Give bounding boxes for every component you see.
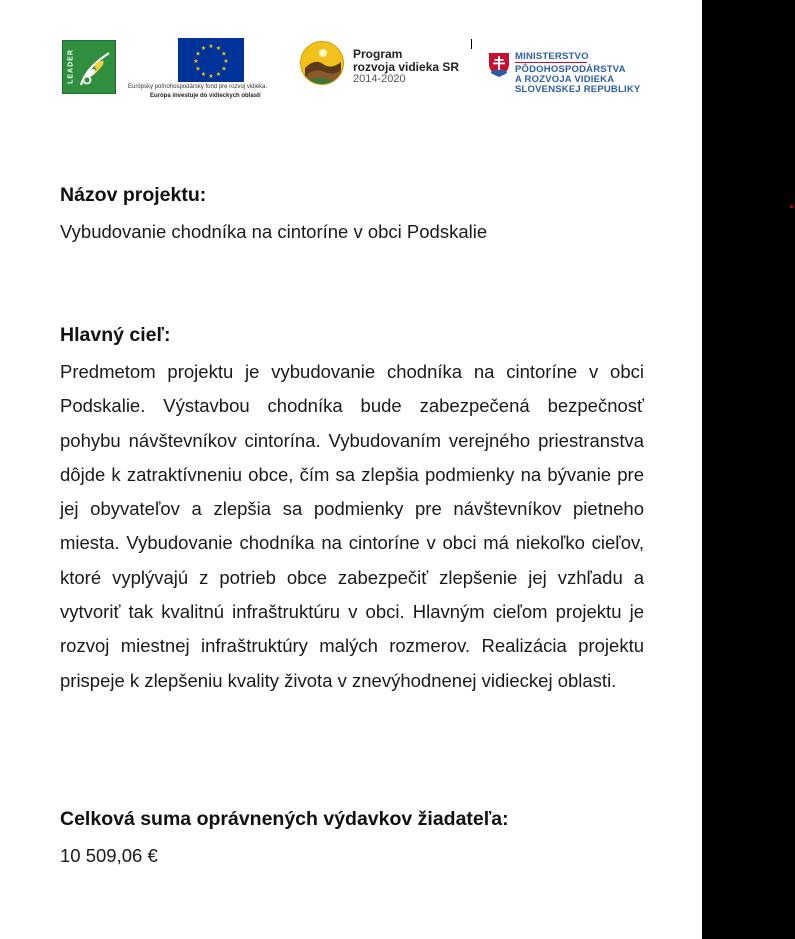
svg-text:★: ★ <box>215 45 222 52</box>
svg-text:★: ★ <box>195 65 201 73</box>
svg-text:★: ★ <box>208 73 214 80</box>
ministry-divider <box>515 62 587 63</box>
text-cursor <box>471 39 472 49</box>
ministry-line3: A ROZVOJA VIDIEKA <box>515 74 615 85</box>
svg-text:★: ★ <box>223 58 229 65</box>
svg-text:★: ★ <box>200 45 207 52</box>
prv-logo <box>300 41 344 85</box>
project-name-heading: Názov projektu: <box>60 184 207 206</box>
slovak-coat-of-arms-icon <box>488 52 510 78</box>
svg-text:★: ★ <box>221 65 227 73</box>
leader-logo <box>62 40 116 94</box>
eu-caption-line1: Európsky poľnohospodársky fond pre rozvoj vidieka: <box>128 84 268 90</box>
outside-page-area <box>702 0 795 939</box>
project-name-value: Vybudovanie chodníka na cintoríne v obci Podskalie <box>60 221 488 242</box>
red-marker <box>790 205 793 208</box>
total-sum-value: 10 509,06 € <box>60 845 158 866</box>
leader-logo-label: LEADER <box>67 49 75 84</box>
prv-title-line1: Program <box>353 47 403 61</box>
svg-text:★: ★ <box>221 50 227 58</box>
ministry-line1: MINISTERSTVO <box>515 51 589 62</box>
svg-text:★: ★ <box>200 71 207 78</box>
prv-years: 2014-2020 <box>353 73 406 85</box>
prv-title-line2: rozvoja vidieka SR <box>353 60 460 74</box>
eu-caption-line2: Európa investuje do vidieckych oblastí <box>150 93 261 99</box>
svg-text:★: ★ <box>208 43 214 50</box>
main-goal-text: Predmetom projektu je vybudovanie chodníka na cintoríne v obci Podskalie. Výstavbou chodníka bude zabezpečená bezpečnosť pohybu návštevníkov cintorína. Vybudovaním verejného priestranstva dôjde k zatraktívneniu obce, čím sa zlepšia podmienky na bývanie pre jej obyvateľov a zlepšia sa podmienky pre návštevníkov pietneho miesta. Vybudovanie chodníka na cintoríne v obci má niekoľko cieľov, ktoré vyplývajú z potrieb obce zabezpečiť zlepšenie jej vzhľadu a vytvoriť tak kvalitnú infraštruktúru v obci. Hlavným cieľom projektu je rozvoj miestnej infraštruktúry malých rozmerov. Realizácia projektu prispeje k zlepšeniu kvality života v znevýhodnenej vidieckej oblasti. <box>60 361 644 691</box>
total-sum-heading: Celková suma oprávnených výdavkov žiadateľa: <box>60 808 509 830</box>
prv-landscape-icon <box>301 42 344 85</box>
main-goal-heading: Hlavný cieľ: <box>60 324 171 346</box>
leader-emblem-icon <box>77 47 113 89</box>
eu-flag-logo <box>178 38 244 82</box>
svg-text:★: ★ <box>193 58 199 65</box>
eu-stars-icon <box>178 38 244 82</box>
svg-text:★: ★ <box>215 71 222 78</box>
ministry-line4: SLOVENSKEJ REPUBLIKY <box>515 84 641 95</box>
ministry-line2: PÔDOHOSPODÁRSTVA <box>515 64 626 75</box>
logo-strip <box>60 38 640 108</box>
svg-text:★: ★ <box>195 50 201 58</box>
